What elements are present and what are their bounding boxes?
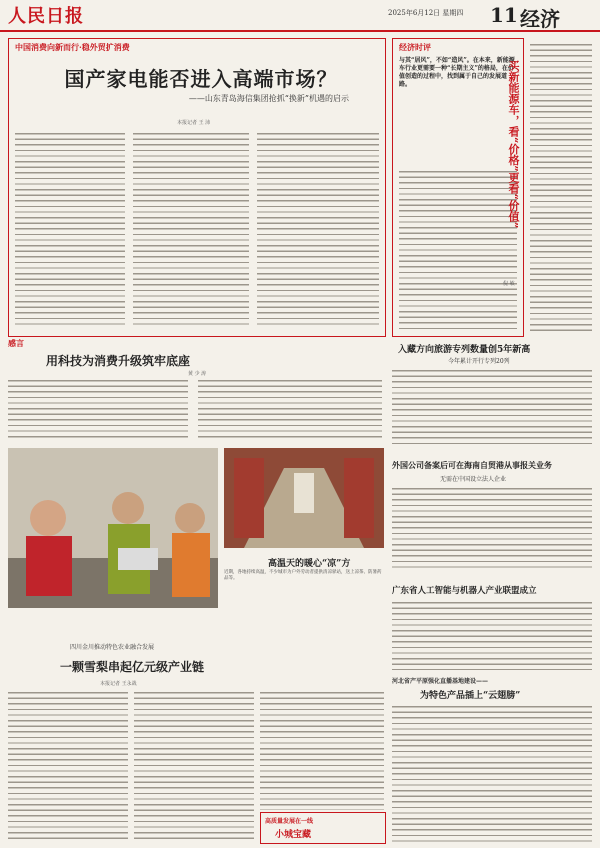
tourism-body — [392, 368, 592, 448]
feeling-section-label: 感言 — [8, 338, 24, 348]
page-number: 11 — [490, 3, 518, 27]
photo-cooling-station-workers — [8, 448, 218, 608]
pear-section-label: 四川金川推动特色农业融合发展 — [70, 644, 155, 651]
pear-byline: 本报记者 王永战 — [100, 681, 137, 687]
foreign-body — [392, 486, 592, 570]
lead-body-col-3 — [257, 131, 379, 329]
commentary-vertical-title: 买新能源车，看“价格”更看“价值” — [507, 60, 520, 229]
pear-headline: 一颗雪梨串起亿元级产业链 — [60, 660, 205, 674]
masthead — [0, 0, 600, 32]
footer-box — [260, 812, 386, 844]
lead-section-label: 中国消费向新而行·稳外贸扩消费 — [15, 42, 130, 52]
lead-story — [8, 38, 386, 337]
robot-headline: 广东省人工智能与机器人产业联盟成立 — [392, 586, 537, 596]
lead-body-col-2 — [133, 131, 249, 329]
hebei-section-label: 河北省产平原强化直播基地建设—— — [392, 678, 489, 685]
hebei-headline: 为特色产品插上“云翅膀” — [420, 691, 521, 701]
photo-caption-title: 高温天的暖心“凉”方 — [268, 559, 351, 569]
pear-body-col-2 — [134, 690, 254, 840]
foreign-subheadline: 无需在中国设立法人企业 — [440, 476, 507, 483]
commentary-intro: 与其“居风”，不如“造风”。在本来，新能源车行业更需要一种“长期主义”的格局，在价值创造的过程中，找到属于自己的发展道路。 — [399, 57, 515, 88]
feeling-byline: 黄 少 涛 — [188, 371, 207, 377]
foreign-headline: 外国公司备案后可在海南自贸港从事报关业务 — [392, 460, 552, 470]
commentary-byline: 倪 敏 — [503, 281, 515, 287]
commentary-section-label: 经济时评 — [399, 42, 431, 52]
footer-section-label: 高质量发展在一线 — [265, 818, 314, 825]
page-name: 经济 — [520, 7, 560, 31]
robot-body — [392, 600, 592, 670]
issue-date: 2025年6月12日 星期四 — [388, 9, 464, 17]
photo-caption-text: 近期，各地持续高温，不少城市为户外劳动者提供清凉驿站，送上凉茶、防暑药品等。 — [224, 570, 382, 581]
pear-body-col-1 — [8, 690, 128, 840]
newspaper-logo: 人民日报 — [8, 6, 84, 27]
photo-workers-illustration — [8, 448, 218, 608]
feeling-section — [8, 338, 384, 443]
tourism-subheadline: 今年累计开行专列20列 — [448, 358, 510, 365]
photo-cooling-corridor — [224, 448, 384, 548]
tourism-headline: 入藏方向旅游专列数量创5年新高 — [398, 345, 531, 355]
feeling-body-col-1 — [8, 378, 188, 438]
footer-headline: 小城宝藏 — [275, 830, 312, 840]
lead-byline: 本报记者 王 沛 — [177, 120, 211, 126]
hebei-body — [392, 704, 592, 842]
pear-body-col-3 — [260, 690, 384, 810]
photo-corridor-illustration — [224, 448, 384, 548]
lead-body-col-1 — [15, 131, 125, 329]
feeling-headline: 用科技为消费升级筑牢底座 — [46, 354, 191, 368]
commentary-body — [399, 169, 517, 329]
lead-subheadline: ——山东青岛海信集团抢抓“换新”机遇的启示 — [188, 94, 349, 103]
lead-headline: 国产家电能否进入高端市场？ — [64, 67, 338, 91]
feeling-body-col-2 — [198, 378, 382, 438]
right-column-text — [530, 42, 592, 332]
